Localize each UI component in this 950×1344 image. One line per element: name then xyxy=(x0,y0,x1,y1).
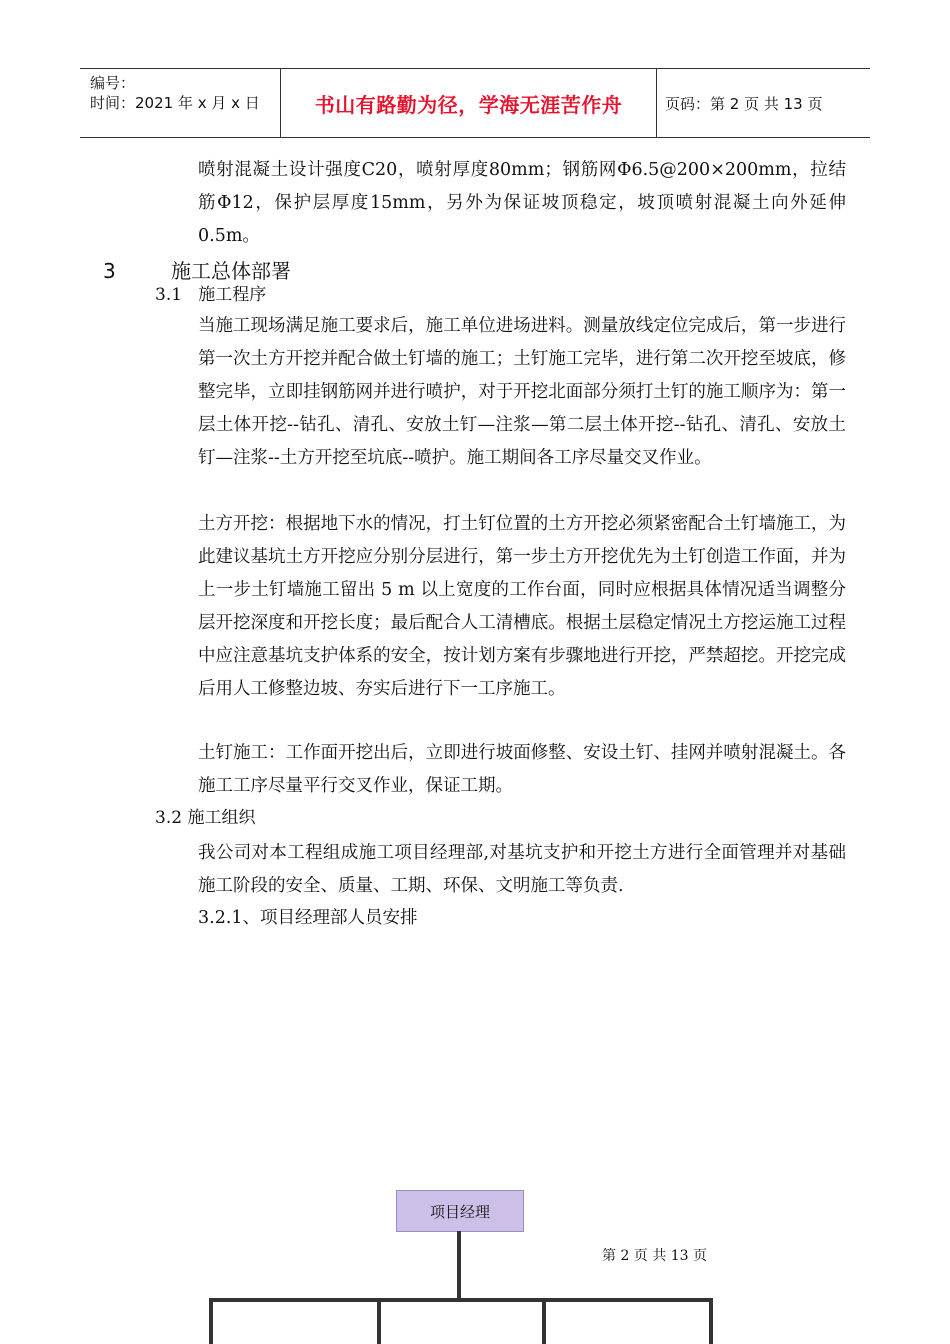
section-3-1-number: 3.1 xyxy=(155,285,183,305)
footer-page-number: 第 2 页 共 13 页 xyxy=(602,1248,707,1264)
paragraph-soil-nail: 土钉施工：工作面开挖出后，立即进行坡面修整、安设土钉、挂网并喷射混凝土。各施工工序尽量平行交叉作业，保证工期。 xyxy=(198,743,846,796)
document-header xyxy=(80,68,870,138)
paragraph-excavation: 土方开挖：根据地下水的情况，打土钉位置的土方开挖必须紧密配合土钉墙施工，为此建议基坑土方开挖应分别分层进行，第一步土方开挖优先为土钉创造工作面，并为上一步土钉墙施工留出 5 m 以上宽度的工作台面，同时应根据具体情况适当调整分层开挖深度和开挖长度；最后配合人工清槽底。根据土层稳定情况土方挖运施工过程中应注意基坑支护体系的安全，按计划方案有步骤地进行开挖，严禁超挖。开挖完成后用人工修整边坡、夯实后进行下一工序施工。 xyxy=(198,514,846,699)
section-3-number: 3 xyxy=(103,259,116,283)
paragraph-organization: 我公司对本工程组成施工项目经理部,对基坑支护和开挖土方进行全面管理并对基础施工阶段的安全、质量、工期、环保、文明施工等负责. xyxy=(198,843,846,896)
section-3-1-title: 施工程序 xyxy=(198,285,267,305)
section-3-2-heading: 3.2 施工组织 xyxy=(155,808,256,828)
header-divider-right xyxy=(656,69,657,137)
section-3-2-1-heading: 3.2.1、项目经理部人员安排 xyxy=(198,908,418,928)
paragraph-spray-concrete: 喷射混凝土设计强度C20，喷射厚度80mm；钢筋网Φ6.5@200×200mm，拉结筋Φ12，保护层厚度15mm，另外为保证坡顶稳定，坡顶喷射混凝土向外延伸0.5m。 xyxy=(198,160,846,246)
header-date: 时间：2021 年 x 月 x 日 xyxy=(90,94,260,112)
header-meta xyxy=(90,73,260,113)
header-motto: 书山有路勤为径，学海无涯苦作舟 xyxy=(314,92,623,117)
org-chart-root-project-manager: 项目经理 xyxy=(396,1190,524,1232)
header-number-label: 编号： xyxy=(90,74,136,92)
section-3-1-heading xyxy=(155,282,266,308)
section-3-title: 施工总体部署 xyxy=(171,259,291,283)
header-divider-left xyxy=(280,69,281,137)
paragraph-procedure: 当施工现场满足施工要求后，施工单位进场进料。测量放线定位完成后，第一步进行第一次土方开挖并配合做土钉墙的施工；土钉施工完毕，进行第二次开挖至坡底，修整完毕，立即挂钢筋网并进行喷护，对于开挖北面部分须打土钉的施工顺序为：第一层土体开挖--钻孔、清孔、安放土钉—注浆—第二层土体开挖--钻孔、清孔、安放土钉—注浆--土方开挖至坑底--喷护。施工期间各工序尽量交叉作业。 xyxy=(198,316,846,468)
header-page-info: 页码：第 2 页 共 13 页 xyxy=(665,95,823,113)
